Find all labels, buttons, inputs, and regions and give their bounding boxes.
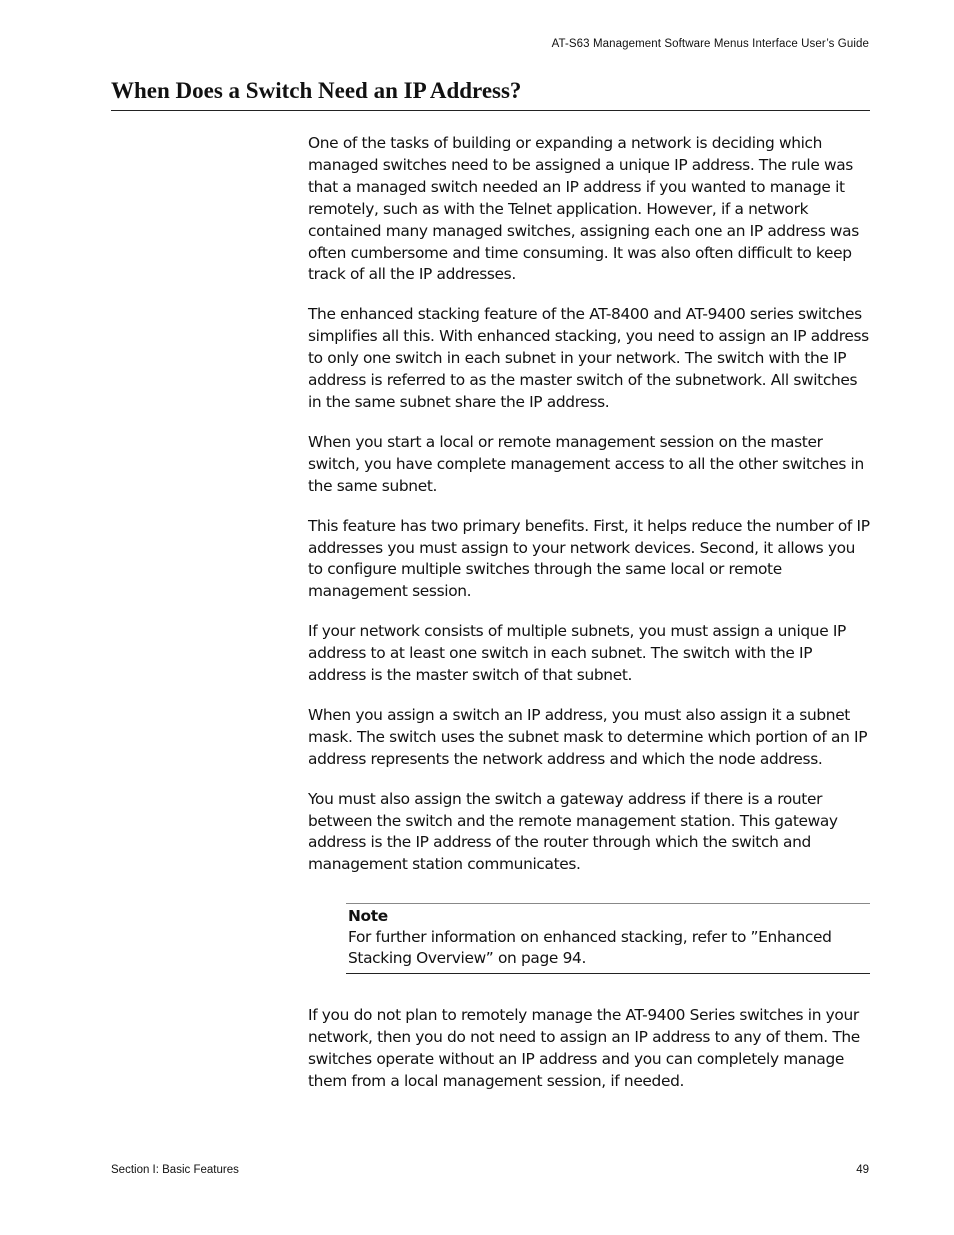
- footer-section-label: Section I: Basic Features: [111, 1164, 239, 1176]
- paragraph-3: When you start a local or remote management session on the master switch, you have complete management access to all the other switches in the same subnet.: [308, 432, 864, 495]
- paragraph-8: If you do not plan to remotely manage the AT-9400 Series switches in your network, then you do not need to assign an IP address to any of them. The switches operate without an IP address and you can completely manage them from a local management session, if needed.: [308, 1006, 860, 1090]
- paragraph-7: You must also assign the switch a gateway address if there is a router between the switch and the remote management station. This gateway address is the IP address of the router through which the switch and management station communicates.: [308, 789, 838, 874]
- paragraph-4: This feature has two primary benefits. First, it helps reduce the number of IP addresses you must assign to your network devices. Second, it allows you to configure multiple switches through the same local or remote management session.: [308, 516, 870, 601]
- footer-page-number: 49: [856, 1164, 869, 1176]
- paragraph-5: If your network consists of multiple subnets, you must assign a unique IP address to at least one switch in each subnet. The switch with the IP address is the master switch of that subnet.: [308, 622, 846, 685]
- paragraph-1: One of the tasks of building or expanding a network is deciding which managed switches need to be assigned a unique IP address. The rule was that a managed switch needed an IP address if you wanted to manage it remotely, such as with the Telnet application. However, if a network contained many managed switches, assigning each one an IP address was often cumbersome and time consuming. It was also often difficult to keep track of all the IP addresses.: [308, 134, 859, 284]
- note-box: [346, 903, 870, 974]
- body-column: [308, 133, 870, 1111]
- paragraph-6: When you assign a switch an IP address, you must also assign it a subnet mask. The switch uses the subnet mask to determine which portion of an IP address represents the network address and which the node address.: [308, 705, 868, 768]
- note-text: For further information on enhanced stacking, refer to ”Enhanced Stacking Overview” on page 94.: [348, 928, 832, 968]
- section-title: When Does a Switch Need an IP Address?: [111, 77, 870, 111]
- paragraph-2: The enhanced stacking feature of the AT-8400 and AT-9400 series switches simplifies all this. With enhanced stacking, you need to assign an IP address to only one switch in each subnet in your network. The switch with the IP address is referred to as the master switch of the subnetwork. All switches in the same subnet share the IP address.: [308, 305, 869, 411]
- running-header: AT-S63 Management Software Menus Interface User’s Guide: [551, 38, 869, 50]
- note-heading: Note: [348, 907, 388, 926]
